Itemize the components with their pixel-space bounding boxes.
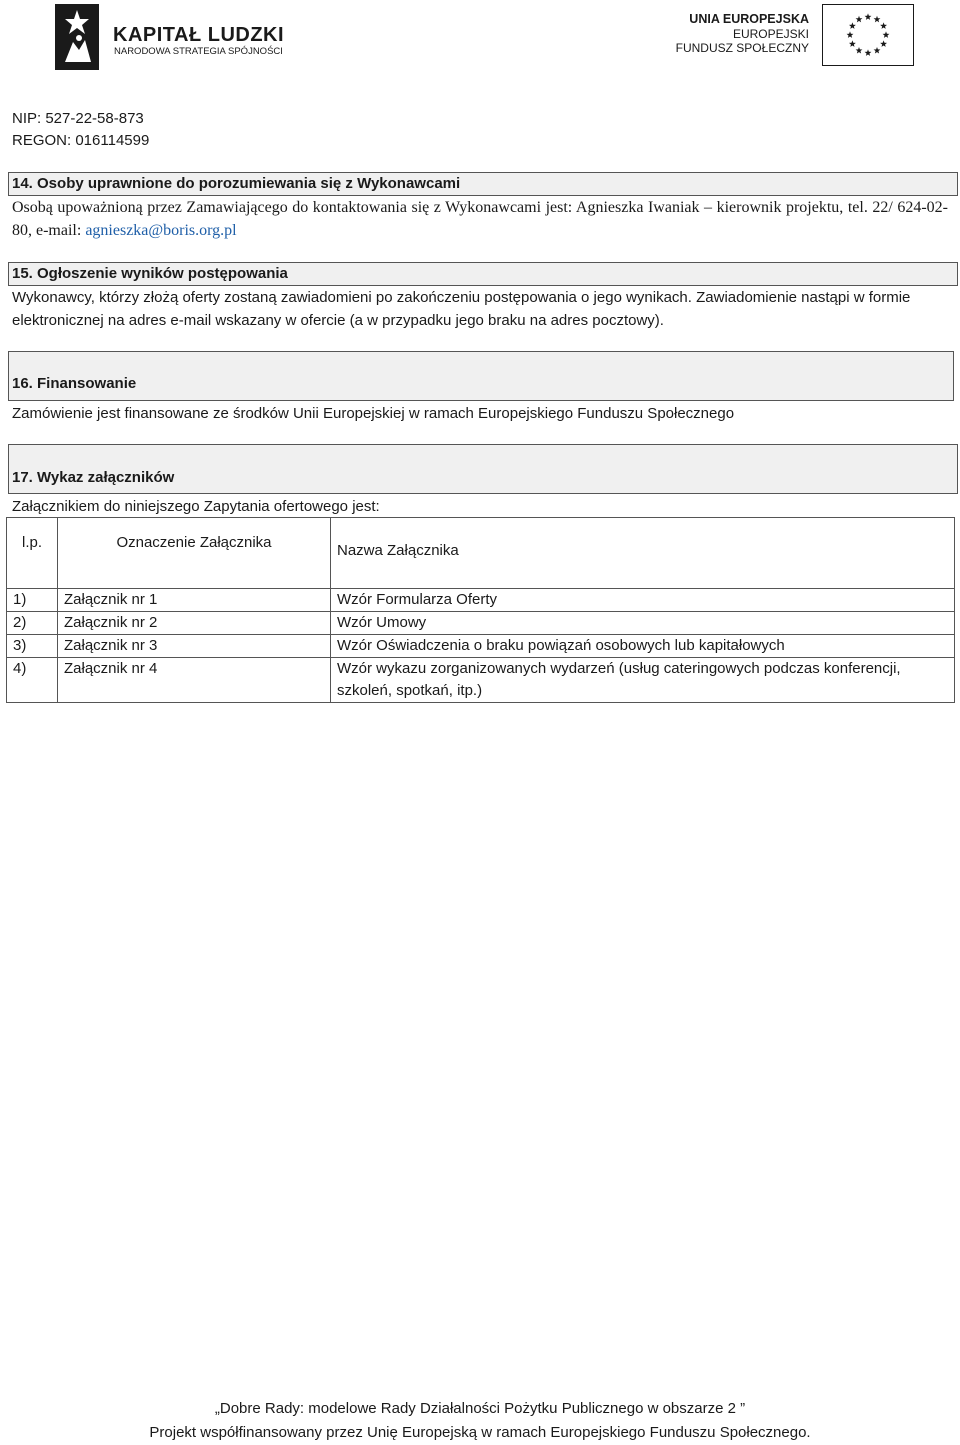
eu-star-icon (847, 31, 854, 38)
regon-number: REGON: 016114599 (12, 132, 150, 149)
row-2-designation: Załącznik nr 2 (58, 612, 331, 635)
row-4-lp: 4) (7, 658, 58, 703)
eu-star-icon (874, 47, 881, 54)
row-1-designation: Załącznik nr 1 (58, 589, 331, 612)
table-row (7, 589, 955, 612)
eu-star-icon (856, 47, 863, 54)
row-1-lp: 1) (7, 589, 58, 612)
eu-star-icon (865, 49, 872, 56)
logo-title: KAPITAŁ LUDZKI (113, 24, 285, 46)
section-17-intro: Załącznikiem do niniejszego Zapytania ofertowego jest: (12, 498, 380, 515)
eu-flag-icon (822, 4, 914, 66)
row-1-name: Wzór Formularza Oferty (331, 589, 955, 612)
section-15-text: Wykonawcy, którzy złożą oferty zostaną zawiadomieni po zakończeniu postępowania o jego wynikach. Zawiadomienie nastąpi w formie elektronicznej na adres e-mail wskazany w ofercie (a w przypadku jego braku na adres pocztowy). (12, 289, 911, 329)
table-row (7, 635, 955, 658)
ue-logo-text (676, 12, 809, 55)
row-4-designation: Załącznik nr 4 (58, 658, 331, 703)
eu-star-icon (856, 16, 863, 23)
footer-cofinancing: Projekt współfinansowany przez Unię Europejską w ramach Europejskiego Funduszu Społecznego. (149, 1424, 811, 1441)
eu-star-icon (880, 22, 887, 29)
ue-line-2: EUROPEJSKI (732, 27, 809, 41)
table-row (7, 612, 955, 635)
eu-star-icon (849, 40, 856, 47)
eu-star-icon (865, 13, 872, 20)
row-2-lp: 2) (7, 612, 58, 635)
eu-star-icon (849, 22, 856, 29)
row-3-designation: Załącznik nr 3 (58, 635, 331, 658)
ue-line-3: FUNDUSZ SPOŁECZNY (675, 41, 809, 55)
ue-line-1: UNIA EUROPEJSKA (689, 12, 809, 26)
table-header-row (7, 518, 955, 589)
logo-subtitle: NARODOWA STRATEGIA SPÓJNOŚCI (114, 46, 283, 57)
header-lp: l.p. (7, 518, 58, 589)
eu-star-icon (874, 16, 881, 23)
row-2-name: Wzór Umowy (331, 612, 955, 635)
contact-email-link[interactable]: agnieszka@boris.org.pl (85, 222, 237, 239)
row-3-name: Wzór Oświadczenia o braku powiązań osobowych lub kapitałowych (331, 635, 955, 658)
kapital-ludzki-logo (55, 4, 285, 70)
eu-star-icon (880, 40, 887, 47)
row-3-lp: 3) (7, 635, 58, 658)
header-designation: Oznaczenie Załącznika (58, 518, 331, 589)
nip-number: NIP: 527-22-58-873 (12, 110, 144, 127)
eu-star-icon (883, 31, 890, 38)
section-15-title: 15. Ogłoszenie wyników postępowania (12, 265, 288, 282)
row-4-name: Wzór wykazu zorganizowanych wydarzeń (usług cateringowych podczas konferencji, szkoleń, spotkań, itp.) (331, 658, 955, 703)
section-16-text: Zamówienie jest finansowane ze środków Unii Europejskiej w ramach Europejskiego Funduszu Społecznego (12, 405, 735, 422)
kapital-ludzki-emblem-icon (55, 4, 99, 70)
footer-project-name: „Dobre Rady: modelowe Rady Działalności Pożytku Publicznego w obszarze 2 ” (214, 1400, 746, 1417)
header-name: Nazwa Załącznika (331, 518, 955, 589)
section-16-bar (8, 351, 954, 401)
section-17-title: 17. Wykaz załączników (12, 469, 175, 486)
table-row (7, 658, 955, 703)
attachments-table (6, 517, 955, 703)
section-16-title: 16. Finansowanie (12, 375, 137, 392)
page-footer (0, 1397, 960, 1445)
section-14-title: 14. Osoby uprawnione do porozumiewania się z Wykonawcami (12, 175, 461, 192)
section-14-text (12, 196, 948, 242)
ue-efs-logo (675, 4, 914, 66)
company-ids (12, 108, 149, 152)
contact-text: Osobą upoważnioną przez Zamawiającego do kontaktowania się z Wykonawcami jest: Agnieszka Iwaniak – kierownik projektu, tel. 22/ 624-02-80, e-mail: (12, 199, 948, 239)
